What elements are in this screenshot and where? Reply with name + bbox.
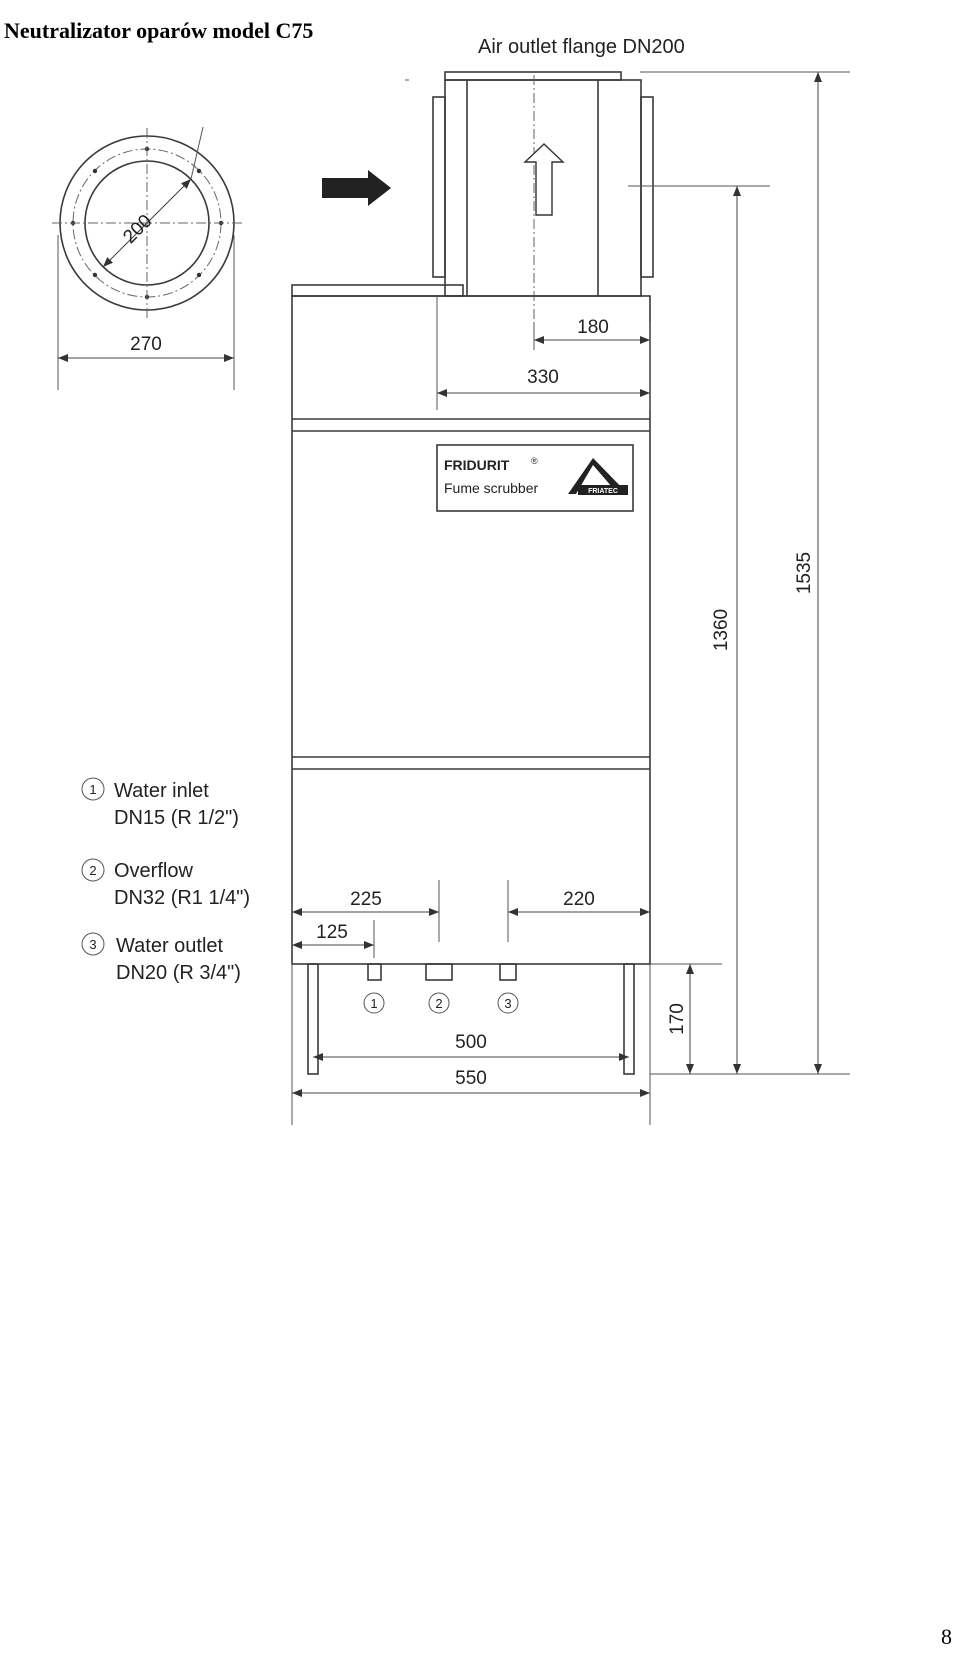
dim-550-label: 550: [455, 1068, 487, 1089]
flange-plate-top: [445, 72, 621, 80]
dim-180-label: 180: [577, 317, 609, 338]
marker-2: 2: [435, 996, 443, 1011]
nameplate-registered-mark: ®: [531, 456, 538, 466]
nameplate: [437, 445, 633, 511]
stub-water-outlet: [500, 964, 516, 980]
duct-side-left: [433, 97, 445, 277]
dim-500-label: 500: [455, 1032, 487, 1053]
logo-text: FRIATEC: [588, 488, 618, 495]
stub-water-inlet: [368, 964, 381, 980]
friatec-logo-icon: [568, 458, 628, 495]
legend-item-overflow: [82, 859, 250, 909]
flange-inner-diameter-label: 200: [119, 210, 157, 248]
legend-marker-1: 1: [89, 782, 97, 797]
duct-side-right: [641, 97, 653, 277]
legend-name-water-inlet: Water inlet: [114, 780, 209, 802]
flange-label: Air outlet flange DN200: [478, 36, 685, 58]
dim-330-label: 330: [527, 367, 559, 388]
dim-1535-label: 1535: [794, 551, 815, 595]
legend-spec-water-inlet: DN15 (R 1/2"): [114, 807, 239, 829]
legend-name-water-outlet: Water outlet: [116, 935, 224, 957]
page-number: 8: [941, 1624, 952, 1649]
marker-3: 3: [504, 996, 512, 1011]
air-outlet-arrow-icon: [525, 144, 563, 215]
connection-legend: [82, 778, 250, 984]
cabinet-body: [292, 296, 650, 964]
dim-125-label: 125: [316, 922, 348, 943]
dim-220-label: 220: [563, 889, 595, 910]
dims-bottom: [292, 880, 650, 1125]
flange-outer-diameter-label: 270: [130, 334, 162, 355]
nameplate-product: Fume scrubber: [444, 480, 539, 496]
legend-marker-3: 3: [89, 937, 97, 952]
nameplate-brand: FRIDURIT: [444, 457, 510, 473]
legend-spec-overflow: DN32 (R1 1/4"): [114, 887, 251, 909]
legend-name-overflow: Overflow: [114, 860, 193, 882]
nameplate-frame: [437, 445, 633, 511]
dims-top: [437, 296, 650, 410]
legend-item-water-outlet: [82, 933, 241, 984]
page-title: Neutralizator oparów model C75: [4, 18, 314, 43]
dim-225-label: 225: [350, 889, 382, 910]
flange-top-view: [52, 127, 242, 390]
marker-1: 1: [370, 996, 378, 1011]
dim-1360-label: 1360: [711, 608, 732, 652]
legend-spec-water-outlet: DN20 (R 3/4"): [116, 962, 241, 984]
dim-170-label: 170: [667, 1003, 688, 1035]
top-cover-plate: [292, 285, 463, 296]
dims-right: [628, 72, 850, 1074]
stub-overflow: [426, 964, 452, 980]
air-inlet-arrow-icon: [322, 170, 391, 206]
legend-marker-2: 2: [89, 863, 97, 878]
scrubber-cabinet: [292, 296, 650, 964]
legend-item-water-inlet: [82, 778, 239, 829]
